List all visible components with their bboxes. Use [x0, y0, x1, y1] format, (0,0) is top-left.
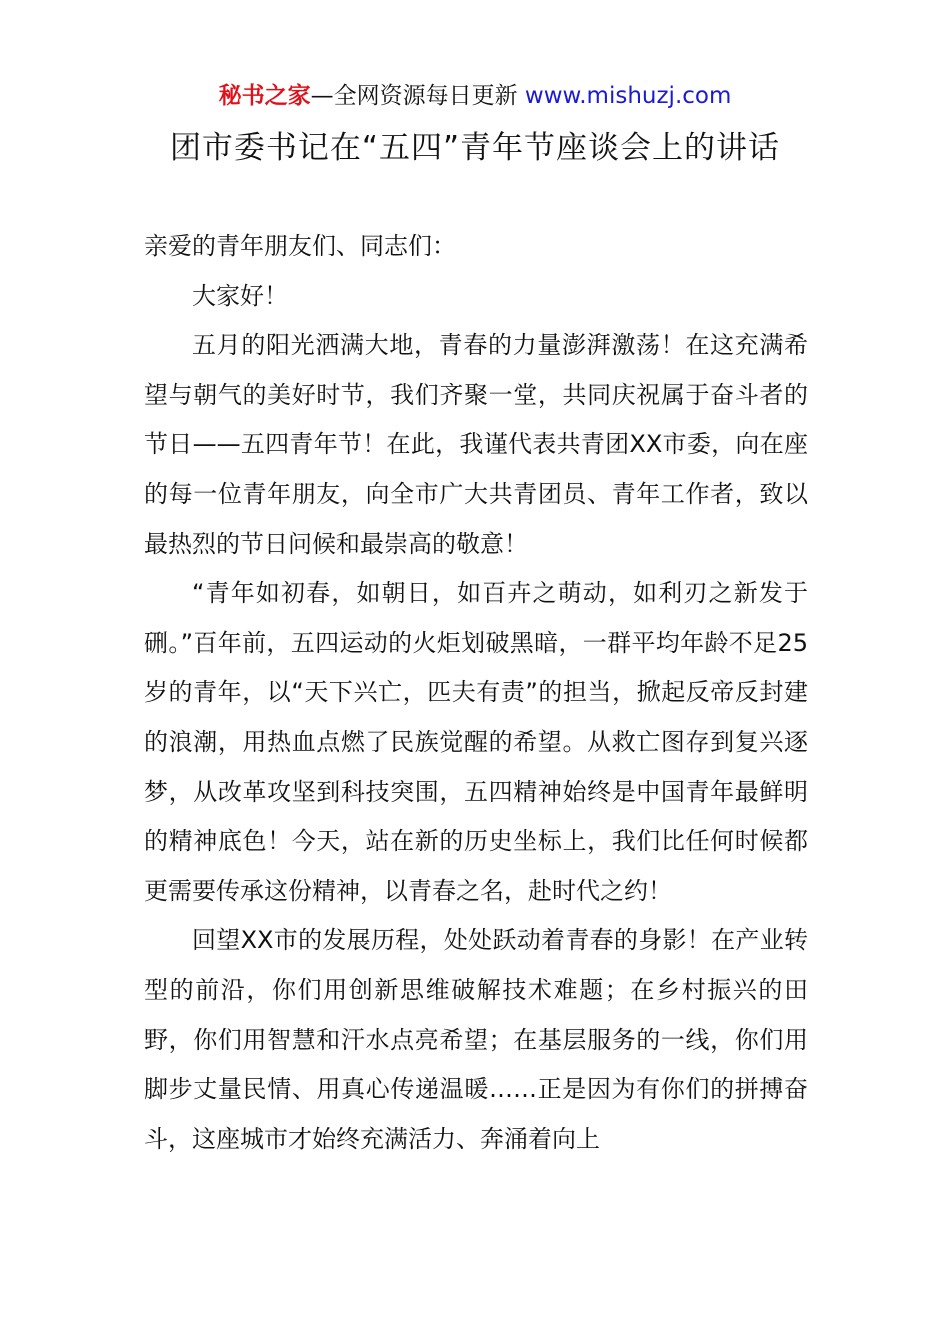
site-header	[0, 80, 950, 112]
body-paragraph: “青年如初春，如朝日，如百卉之萌动，如利刃之新发于硎。”百年前，五四运动的火炬划破黑暗，一群平均年龄不足25岁的青年，以“天下兴亡，匹夫有责”的担当，掀起反帝反封建的浪潮，用热血点燃了民族觉醒的希望。从救亡图存到复兴逐梦，从改革攻坚到科技突围，五四精神始终是中国青年最鲜明的精神底色！今天，站在新的历史坐标上，我们比任何时候都更需要传承这份精神，以青春之名，赴时代之约！	[144, 579, 808, 905]
body-paragraph: 五月的阳光洒满大地，青春的力量澎湃激荡！在这充满希望与朝气的美好时节，我们齐聚一堂，共同庆祝属于奋斗者的节日——五四青年节！在此，我谨代表共青团XX市委，向在座的每一位青年朋友，向全市广大共青团员、青年工作者，致以最热烈的节日问候和最崇高的敬意！	[144, 331, 808, 558]
body-paragraph: 大家好！	[192, 281, 288, 310]
site-url-link[interactable]: www.mishuzj.com	[517, 83, 732, 109]
document-title: 团市委书记在“五四”青年节座谈会上的讲话	[169, 130, 781, 166]
salutation: 亲爱的青年朋友们、同志们：	[144, 232, 456, 260]
brand-name: 秘书之家	[218, 83, 311, 109]
document-body	[144, 222, 808, 1164]
body-paragraph: 回望XX市的发展历程，处处跃动着青春的身影！在产业转型的前沿，你们用创新思维破解技术难题；在乡村振兴的田野，你们用智慧和汗水点亮希望；在基层服务的一线，你们用脚步丈量民情、用真心传递温暖……正是因为有你们的拼搏奋斗，这座城市才始终充满活力、奔涌着向上	[144, 926, 808, 1153]
header-tagline: —全网资源每日更新	[310, 83, 518, 109]
